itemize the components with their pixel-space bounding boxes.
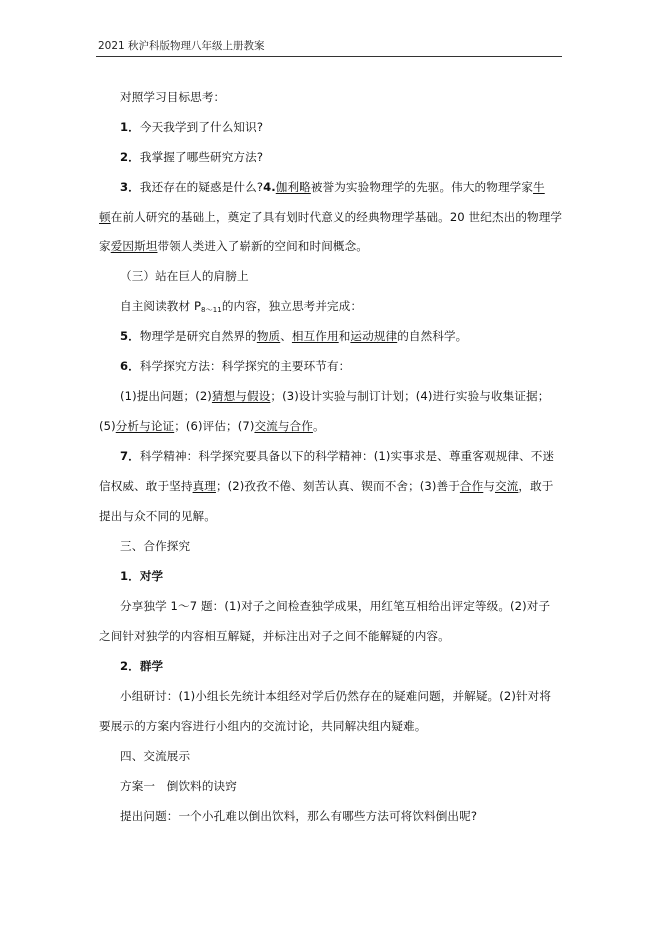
answer-einstein: 爱因斯坦 xyxy=(110,239,158,253)
section-cooperative-inquiry: 三、合作探究 xyxy=(120,539,191,553)
item-4-text: 被誉为实验物理学的先驱。伟大的物理学家 xyxy=(310,180,534,194)
reading-instruction xyxy=(120,296,580,320)
answer-analysis: 分析与论证 xyxy=(115,419,175,433)
answer-motion-laws: 运动规律 xyxy=(350,329,398,343)
subsection-group-study: 2．群学 xyxy=(120,659,164,673)
steps-text-1: (1)提出问题；(2) xyxy=(120,389,212,403)
header-rule xyxy=(96,56,562,57)
plan-1-question: 提出问题：一个小孔难以倒出饮料，那么有哪些方法可将饮料倒出呢? xyxy=(120,809,478,823)
answer-interaction: 相互作用 xyxy=(291,329,339,343)
section-standing-on-giants: （三）站在巨人的肩膀上 xyxy=(120,269,249,283)
question-2 xyxy=(120,147,580,167)
item-6-steps-line-1 xyxy=(120,386,580,406)
item-7-text: 科学精神：科学探究要具备以下的科学精神：(1)实事求是、尊重客观规律、不迷 xyxy=(139,449,555,463)
item-6 xyxy=(120,356,580,376)
item-7-line-2 xyxy=(99,476,559,496)
item-6-text: 科学探究方法：科学探究的主要环节有： xyxy=(139,359,351,373)
question-2-number: 2． xyxy=(120,150,140,164)
item-4-line-3 xyxy=(99,236,559,256)
item-7 xyxy=(120,446,580,466)
reflect-prompt: 对照学习目标思考： xyxy=(120,90,226,104)
answer-truth: 真理 xyxy=(192,479,216,493)
answer-cooperation: 合作 xyxy=(459,479,484,493)
item-7-line-3: 提出与众不同的见解。 xyxy=(99,509,216,523)
steps-text-4: ；(6)评估；(7) xyxy=(174,419,255,433)
answer-communication: 交流与合作 xyxy=(254,419,313,433)
answer-hypothesis: 猜想与假设 xyxy=(211,389,271,403)
page-range: 8～11 xyxy=(201,306,222,314)
item-6-number: 6． xyxy=(120,359,140,373)
answer-exchange: 交流 xyxy=(494,479,519,493)
group-study-text-1: 小组研讨：(1)小组长先统计本组经对学后仍然存在的疑难问题，并解疑。(2)针对将 xyxy=(120,689,552,703)
page-header: 2021 秋沪科版物理八年级上册教案 xyxy=(98,40,265,52)
subsection-pair-study: 1．对学 xyxy=(120,569,164,583)
steps-text-5: 。 xyxy=(312,419,325,433)
reading-instruction-tail: 的内容，独立思考并完成： xyxy=(221,299,363,313)
section-presentation: 四、交流展示 xyxy=(120,749,191,763)
steps-text-2: ；(3)设计实验与制订计划；(4)进行实验与收集证据； xyxy=(270,389,550,403)
pair-study-text-1: 分享独学 1～7 题：(1)对子之间检查独学成果，用红笔互相给出评定等级。(2)对子 xyxy=(120,599,551,613)
item-4-line-3-start: 家 xyxy=(99,239,111,253)
answer-newton-part1: 牛 xyxy=(533,180,545,194)
reading-instruction-text: 自主阅读教材 P xyxy=(120,299,202,313)
item-5-number: 5． xyxy=(120,329,140,343)
question-3-number: 3． xyxy=(120,180,140,194)
item-6-steps-line-2 xyxy=(99,416,559,436)
item-4-line-3-text: 带领人类进入了崭新的空间和时间概念。 xyxy=(157,239,368,253)
item-7-line-2-mid: ；(2)孜孜不倦、刻苦认真、锲而不舍；(3)善于 xyxy=(215,479,460,493)
answer-newton-part2: 顿 xyxy=(99,210,111,224)
question-3-text: 我还存在的疑惑是什么? xyxy=(139,180,264,194)
steps-text-3: (5) xyxy=(99,419,116,433)
item-5-sep-1: 、 xyxy=(280,329,292,343)
answer-matter: 物质 xyxy=(256,329,281,343)
item-4-number: 4. xyxy=(263,180,276,194)
item-5-sep-2: 和 xyxy=(338,329,351,343)
question-1-number: 1． xyxy=(120,120,140,134)
answer-galileo: 伽利略 xyxy=(275,180,311,194)
item-4-line-2 xyxy=(99,207,563,227)
item-7-line-2-text: 信权威、敢于坚持 xyxy=(99,479,193,493)
item-5-tail: 的自然科学。 xyxy=(397,329,468,343)
item-5 xyxy=(120,326,580,346)
item-7-line-2-tail: ，敢于 xyxy=(518,479,554,493)
group-study-text-2: 要展示的方案内容进行小组内的交流讨论，共同解决组内疑难。 xyxy=(99,719,427,733)
item-7-line-2-and: 与 xyxy=(483,479,495,493)
question-3 xyxy=(120,177,580,197)
question-2-text: 我掌握了哪些研究方法? xyxy=(139,150,264,164)
question-1-text: 今天我学到了什么知识? xyxy=(139,120,264,134)
pair-study-text-2: 之间针对独学的内容相互解疑，并标注出对子之间不能解疑的内容。 xyxy=(99,629,450,643)
item-7-number: 7． xyxy=(120,449,140,463)
item-5-text: 物理学是研究自然界的 xyxy=(139,329,257,343)
question-1 xyxy=(120,117,580,137)
plan-1-title: 方案一 倒饮料的诀窍 xyxy=(120,779,237,793)
item-4-line-2-text: 在前人研究的基础上，奠定了具有划时代意义的经典物理学基础。20 世纪杰出的物理学 xyxy=(110,210,563,224)
